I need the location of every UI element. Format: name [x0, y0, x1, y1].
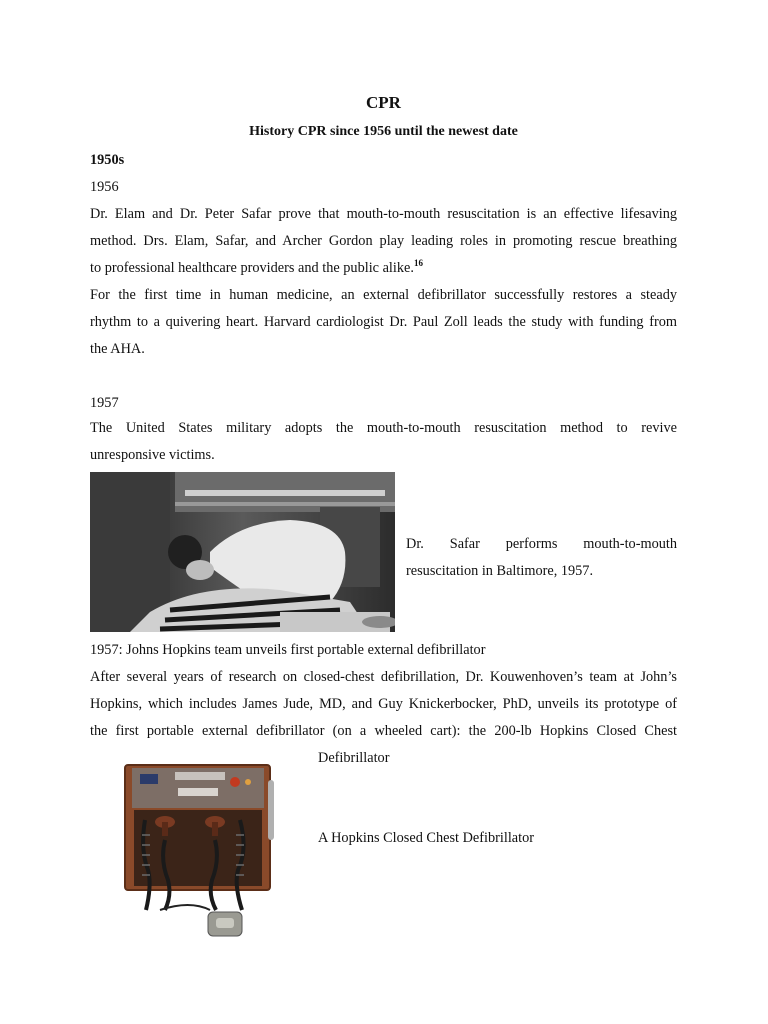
para4-line3: the first portable external defibrillator (on a wheeled cart): the 200-lb Hopkins Closed Chest: [90, 723, 677, 739]
para4-line2: Hopkins, which includes James Jude, MD, and Guy Knickerbocker, PhD, unveils its prototype of: [90, 696, 677, 712]
para3-line1: The United States military adopts the mouth-to-mouth resuscitation method to revive: [90, 420, 677, 436]
footnote-ref: 16: [413, 258, 423, 268]
para2-line1: For the first time in human medicine, an external defibrillator successfully restores a steady: [90, 287, 677, 303]
para2-line3: the AHA.: [90, 341, 145, 357]
hopkins-heading: 1957: Johns Hopkins team unveils first portable external defibrillator: [90, 642, 486, 658]
para1-line3-text: to professional healthcare providers and the public alike.: [90, 260, 414, 276]
page-subtitle: History CPR since 1956 until the newest date: [249, 124, 518, 139]
decade-heading: 1950s: [90, 152, 125, 168]
defibrillator-caption: A Hopkins Closed Chest Defibrillator: [318, 830, 535, 846]
year-1957: 1957: [90, 395, 119, 411]
para4-line1: After several years of research on closed-chest defibrillation, Dr. Kouwenhoven’s team at John’s: [90, 669, 677, 685]
safar-caption-line1: Dr. Safar performs mouth-to-mouth: [406, 536, 677, 552]
para1-line2: method. Drs. Elam, Safar, and Archer Gordon play leading roles in promoting rescue breathing: [90, 233, 677, 249]
year-1956: 1956: [90, 179, 119, 195]
defibrillator-photo: [120, 760, 282, 942]
para3-line2: unresponsive victims.: [90, 447, 215, 463]
para1-line1: Dr. Elam and Dr. Peter Safar prove that mouth-to-mouth resuscitation is an effective lifesaving: [90, 206, 677, 222]
para4-line4: Defibrillator: [318, 750, 390, 766]
para2-line2: rhythm to a quivering heart. Harvard cardiologist Dr. Paul Zoll leads the study with funding from: [90, 314, 677, 330]
safar-photo: [90, 472, 395, 632]
para1-line3: [90, 255, 677, 282]
page-title: CPR: [366, 93, 401, 112]
safar-caption-line2: resuscitation in Baltimore, 1957.: [406, 563, 594, 579]
